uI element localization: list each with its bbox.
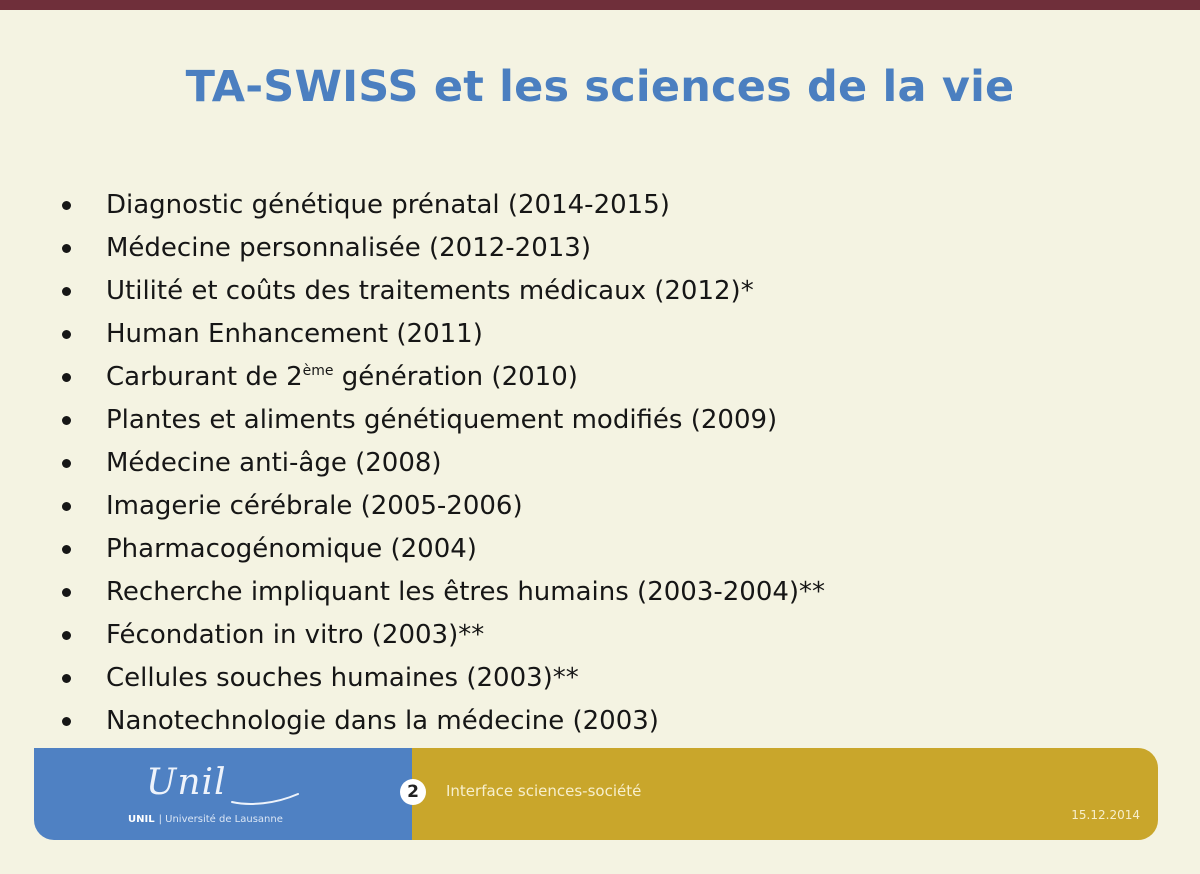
logo-abbrev: UNIL [128, 814, 155, 825]
top-accent-bar [0, 0, 1200, 10]
bullet-dot-icon [62, 588, 71, 597]
list-item-text: Recherche impliquant les êtres humains (2003-2004)** [106, 577, 826, 607]
list-item-text: Human Enhancement (2011) [106, 319, 483, 349]
list-item-text [106, 356, 578, 399]
list-item-text: Cellules souches humaines (2003)** [106, 663, 579, 693]
bullet-dot-icon [62, 287, 71, 296]
list-item-text: Utilité et coûts des traitements médicaux (2012)* [106, 276, 754, 306]
bullet-dot-icon [62, 631, 71, 640]
page-number-badge: 2 [400, 779, 426, 805]
slide-title: TA-SWISS et les sciences de la vie [185, 62, 1015, 112]
list-item-text-start: Carburant de 2 [106, 362, 303, 392]
list-item-text-end: génération (2010) [333, 362, 578, 392]
bullet-dot-icon [62, 717, 71, 726]
bullet-dot-icon [62, 373, 71, 382]
footer-caption: Interface sciences-société [446, 782, 642, 800]
list-item-text: Médecine anti-âge (2008) [106, 448, 442, 478]
bullet-dot-icon [62, 244, 71, 253]
bullet-dot-icon [62, 330, 71, 339]
bullet-dot-icon [62, 502, 71, 511]
list-item-text: Médecine personnalisée (2012-2013) [106, 233, 591, 263]
logo-swash-icon [230, 788, 300, 808]
bullet-dot-icon [62, 545, 71, 554]
bullet-dot-icon [62, 201, 71, 210]
bullet-dot-icon [62, 416, 71, 425]
list-item-text: Imagerie cérébrale (2005-2006) [106, 491, 523, 521]
logo-university-name: | Université de Lausanne [158, 814, 283, 825]
list-item-text: Plantes et aliments génétiquement modifiés (2009) [106, 405, 778, 435]
footer-logo-panel [34, 748, 412, 840]
list-item-text: Diagnostic génétique prénatal (2014-2015) [106, 190, 670, 220]
list-item-text: Pharmacogénomique (2004) [106, 534, 477, 564]
unil-logo-script: Unil [146, 762, 227, 803]
footer-date: 15.12.2014 [1071, 808, 1140, 822]
logo-subtitle [128, 814, 283, 825]
superscript-ordinal: ème [302, 363, 334, 379]
list-item-text: Fécondation in vitro (2003)** [106, 620, 485, 650]
slide-footer [34, 748, 1158, 840]
bullet-dot-icon [62, 459, 71, 468]
list-item-text: Nanotechnologie dans la médecine (2003) [106, 706, 659, 736]
bullet-dot-icon [62, 674, 71, 683]
